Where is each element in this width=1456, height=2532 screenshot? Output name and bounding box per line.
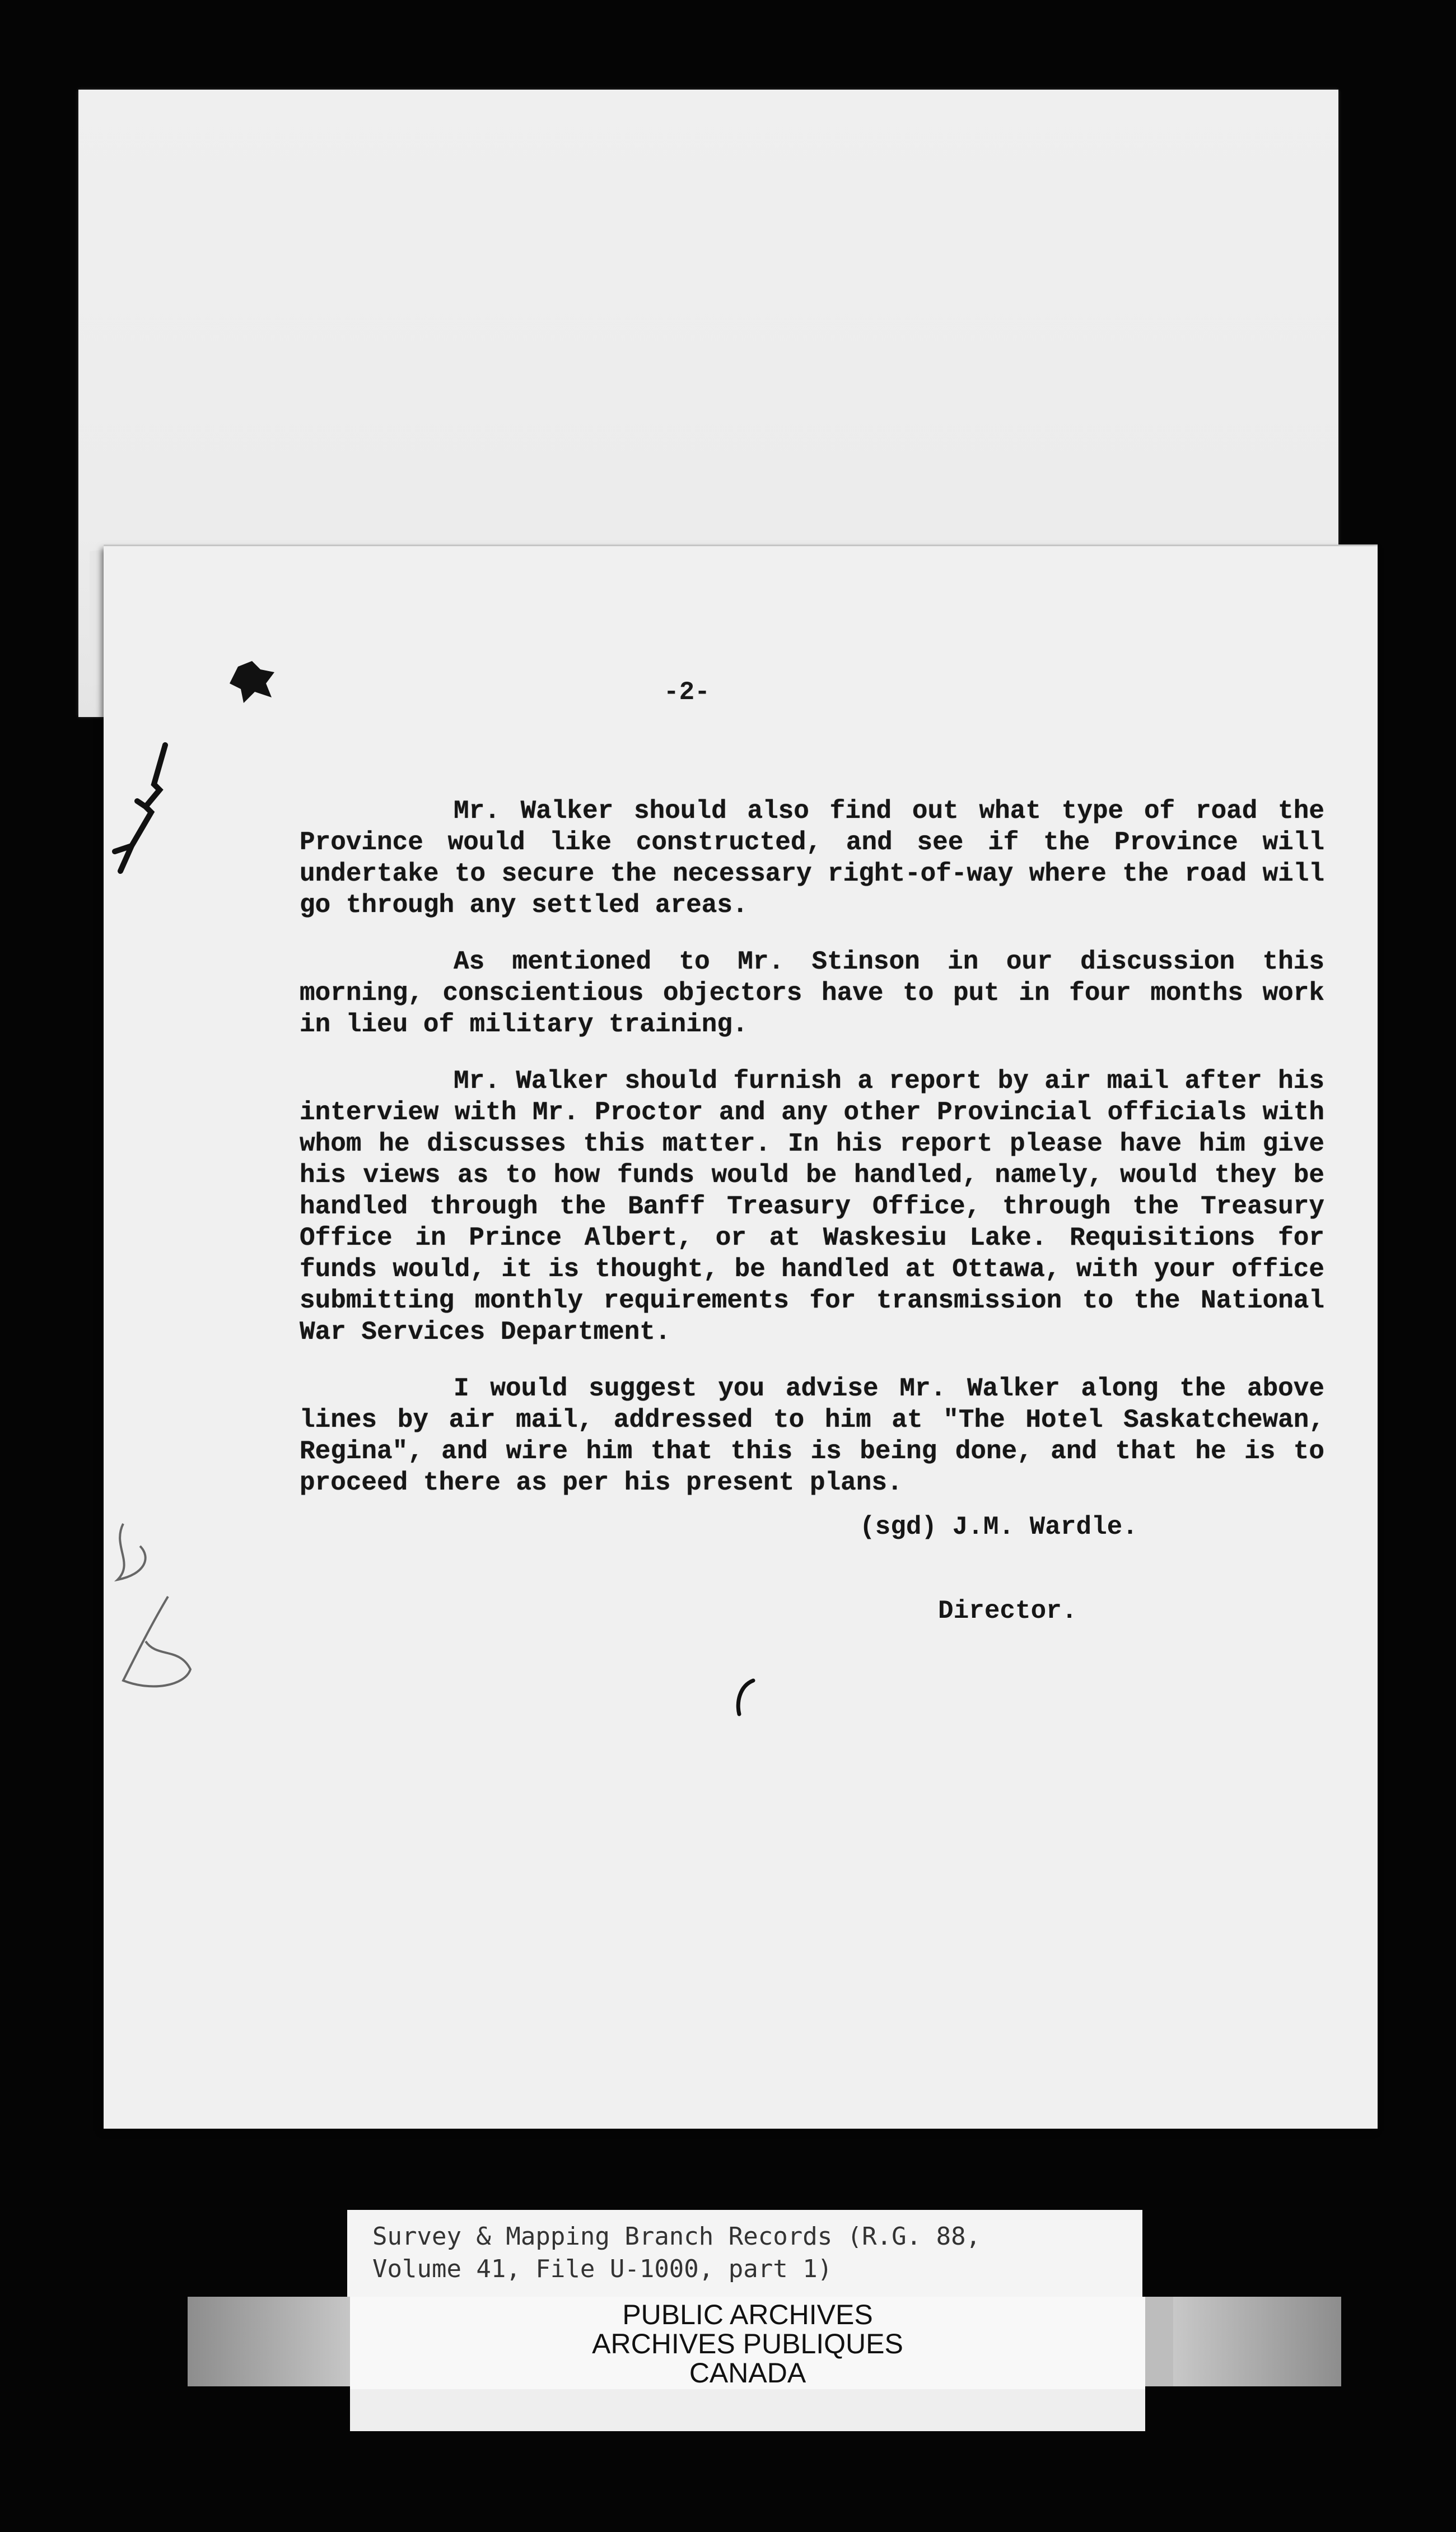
- page-number: -2-: [664, 678, 710, 707]
- stamp-line-3: CANADA: [689, 2357, 806, 2389]
- record-reference-label: [347, 2210, 1142, 2297]
- record-line-1: Survey & Mapping Branch Records (R.G. 88,: [372, 2222, 981, 2251]
- archives-strip: [350, 2389, 1145, 2431]
- pen-scribble-icon: [98, 739, 182, 879]
- pencil-mark-icon: [728, 1675, 762, 1720]
- pencil-doodle-icon: [101, 1512, 202, 1703]
- paragraph-3: Mr. Walker should furnish a report by air mail after his interview with Mr. Proctor and any other Provincial officials with whom he discusses this matter. In his report please have him give his views as to how funds would be handled, namely, would they be handled through the Banff Treasury Office, through the Treasury Office in Prince Albert, or at Waskesiu Lake. Requisitions for funds would, it is thought, be handled at Ottawa, with your office submitting monthly requirements for transmission to the National War Services Department.: [300, 1067, 1324, 1347]
- record-line-2: Volume 41, File U-1000, part 1): [372, 2255, 833, 2283]
- ink-blot-icon: [227, 658, 283, 709]
- letter-body: [300, 795, 1324, 1524]
- stamp-line-1: PUBLIC ARCHIVES: [622, 2299, 873, 2330]
- signature-name: (sgd) J.M. Wardle.: [860, 1512, 1138, 1542]
- paragraph-4: I would suggest you advise Mr. Walker along the above lines by air mail, addressed to him at "The Hotel Saskatchewan, Regina", and wire him that this is being done, and that he is to proceed there as per his present plans.: [300, 1374, 1324, 1497]
- paragraph-2: As mentioned to Mr. Stinson in our discussion this morning, conscientious objectors have to put in four months work in lieu of military training.: [300, 947, 1324, 1039]
- stamp-line-2: ARCHIVES PUBLIQUES: [592, 2328, 903, 2359]
- paragraph-1: Mr. Walker should also find out what type of road the Province would like constructed, and see if the Province will undertake to secure the necessary right-of-way where the road will go through any settled areas.: [300, 797, 1324, 920]
- signature-title: Director.: [938, 1597, 1077, 1626]
- archives-stamp: [350, 2297, 1145, 2389]
